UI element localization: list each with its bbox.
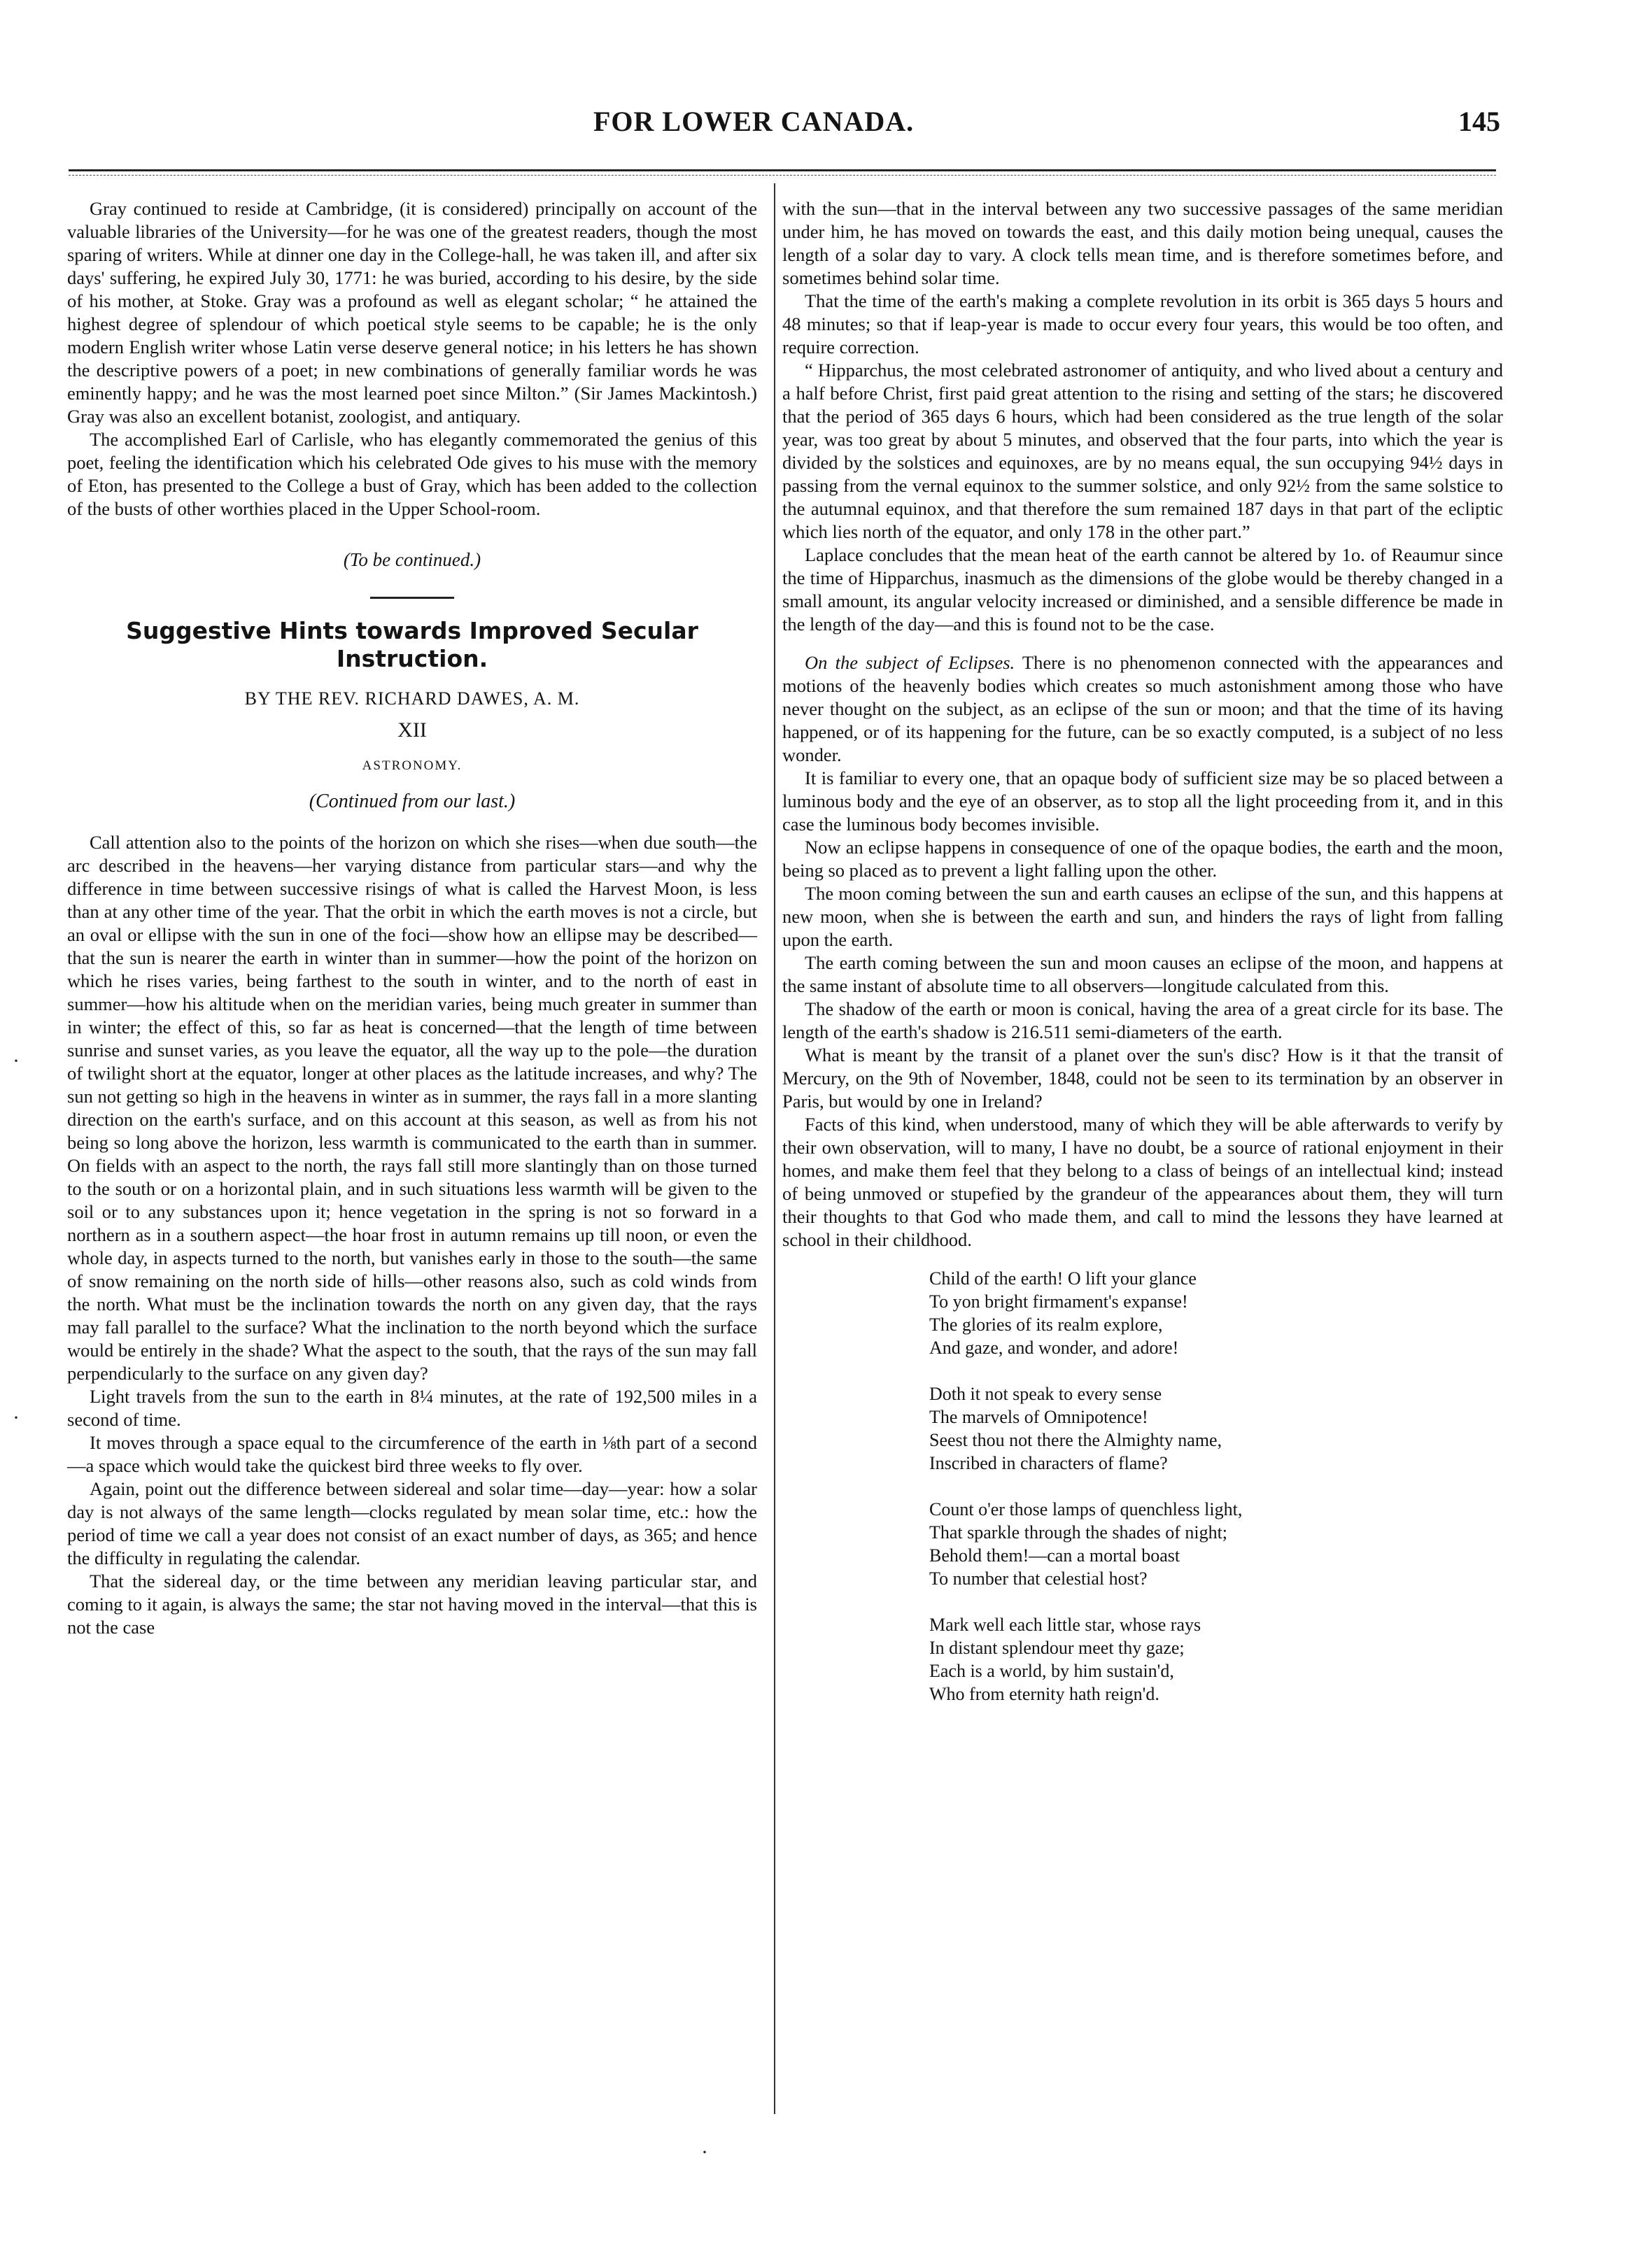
paragraph-light-moves: It moves through a space equal to the circumference of the earth in ⅛th part of a second—a space which would take the quickest bird three weeks to fly over. xyxy=(67,1432,757,1476)
running-title: FOR LOWER CANADA. xyxy=(593,106,915,137)
paragraph-eclipse-happens: Now an eclipse happens in consequence of one of the opaque bodies, the earth and the moon, being so placed as to prevent a light falling upon the other. xyxy=(782,837,1503,881)
paragraph-earth-coming: The earth coming between the sun and moon causes an eclipse of the moon, and happens at the same instant of absolute time to all observers—longitude calculated from this. xyxy=(782,952,1503,996)
paragraph-eclipses xyxy=(782,651,1503,767)
poem-line: That sparkle through the shades of night; xyxy=(929,1522,1228,1543)
spacer xyxy=(782,636,1503,651)
paragraph-laplace: Laplace concludes that the mean heat of the earth cannot be altered by 1o. of Reaumur since the time of Hipparchus, inasmuch as the dimensions of the globe would be thereby changed in a small amount, its angular velocity increased or diminished, and a sensible difference be made in the length of the day—and this is found not to be the case. xyxy=(782,544,1503,635)
poem-line: To yon bright firmament's expanse! xyxy=(929,1291,1188,1312)
paragraph-facts: Facts of this kind, when understood, many of which they will be able afterwards to verify by their own observation, will to many, I have no doubt, be a source of rational enjoyment in their homes, and make them feel that they belong to a class of beings of an intellectual kind; instead of being unmoved or stupefied by the grandeur of the appearances about them, they will turn their thoughts to that God who made them, and call to mind the lessons they have learned at school in their childhood. xyxy=(782,1114,1503,1250)
paragraph-revolution: That the time of the earth's making a complete revolution in its orbit is 365 days 5 hours and 48 minutes; so that if leap-year is made to occur every four years, this would be too often, and require correction. xyxy=(782,290,1503,357)
section-rule xyxy=(370,597,454,599)
poem-line: Behold them!—can a mortal boast xyxy=(929,1545,1180,1566)
poem-line: The glories of its realm explore, xyxy=(929,1314,1163,1335)
poem-line: Doth it not speak to every sense xyxy=(929,1384,1162,1404)
section-subject: ASTRONOMY. xyxy=(362,758,463,773)
poem-line: Mark well each little star, whose rays xyxy=(929,1615,1201,1635)
poem-line: Inscribed in characters of flame? xyxy=(929,1453,1168,1473)
poem-stanza xyxy=(929,1498,1503,1590)
poem xyxy=(929,1267,1503,1706)
poem-stanza xyxy=(929,1613,1503,1706)
poem-line: The marvels of Omnipotence! xyxy=(929,1407,1148,1427)
paragraph-horizon: Call attention also to the points of the horizon on which she rises—when due south—the arc described in the heavens—her varying distance from particular stars—and why the difference in time between successive risings of what is called the Harvest Moon, is less than at any other time of the year. That the orbit in which the earth moves is not a circle, but an oval or ellipse with the sun in one of the foci—show how an ellipse may be described—that the sun is nearer the earth in winter than in summer—how the point of the horizon on which he rises varies, being farthest to the south in winter, and to the north of east in summer—how his altitude when on the meridian varies, being much greater in summer than in winter; the effect of this, so far as heat is concerned—that the length of time between sunrise and sunset varies, as you leave the equator, all the way up to the pole—the duration of twilight short at the equator, longer at other places as the latitude increases, and why? The sun not getting so high in the heavens in winter as in summer, the rays fall in a more slanting direction on the earth's surface, and on this account at this season, as well as from his not being so long above the horizon, less warmth is communicated to the earth than in summer. On fields with an aspect to the north, the rays fall still more slantingly than on those turned to the south or on a horizontal plain, and in such situations less warmth will be given to the soil or to any substances upon it; hence vegetation in the spring is not so forward in a northern as in a southern aspect—the hoar frost in autumn remains up till noon, or even the whole day, in aspects turned to the north, but vanishes early in those to the south—the same of snow remaining on the north side of hills—other reasons also, such as cold winds from the north. What must be the inclination towards the north on any given day, that the rays may fall parallel to the surface? What the inclination to the north beyond which the surface would be entirely in the shade? What the aspect to the south, that the rays of the sun may fall perpendicularly to the surface on any given day? xyxy=(67,832,757,1384)
paragraph-hipparchus: “ Hipparchus, the most celebrated astronomer of antiquity, and who lived about a century and a half before Christ, first paid great attention to the rising and setting of the stars; he discovered that the period of 365 days 6 hours, which had been considered as the true length of the solar year, was too great by about 5 minutes, and observed that the four parts, into which the year is divided by the solstices and equinoxes, are by no means equal, the sun occupying 94½ days in passing from the vernal equinox to the summer solstice, and only 92½ from the same solstice to the autumnal equinox, and that therefore the sum remained 187 days in that part of the ecliptic which lies north of the equator, and only 178 in the other part.” xyxy=(782,360,1503,542)
paragraph-sidereal-day: That the sidereal day, or the time between any meridian leaving particular star, and coming to it again, is always the same; the star not having moved in the interval—that this is not the case xyxy=(67,1571,757,1638)
margin-mark: · xyxy=(13,1406,20,1429)
margin-mark: · xyxy=(701,2141,708,2164)
poem-line: Count o'er those lamps of quenchless light, xyxy=(929,1499,1243,1519)
paragraph-moon-coming: The moon coming between the sun and earth causes an eclipse of the sun, and this happens at new moon, when she is between the earth and sun, and hinders the rays of light from falling upon the earth. xyxy=(782,883,1503,950)
paragraph-sun-interval: with the sun—that in the interval between any two successive passages of the same meridian under him, he has moved on towards the east, and this daily motion being unequal, causes the length of a solar day to vary. A clock tells mean time, and is therefore sometimes before, and sometimes behind solar time. xyxy=(782,198,1503,288)
poem-line: In distant splendour meet thy gaze; xyxy=(929,1638,1185,1658)
paragraph-light-travels: Light travels from the sun to the earth in 8¼ minutes, at the rate of 192,500 miles in a second of time. xyxy=(67,1386,757,1430)
article-title: Suggestive Hints towards Improved Secular Instruction. xyxy=(126,617,698,672)
poem-line: To number that celestial host? xyxy=(929,1568,1148,1589)
right-column xyxy=(782,197,1503,1706)
running-head xyxy=(0,105,1629,154)
poem-stanza xyxy=(929,1382,1503,1475)
margin-mark: · xyxy=(13,1049,20,1072)
poem-stanza xyxy=(929,1267,1503,1359)
paragraph-opaque-body: It is familiar to every one, that an opaque body of sufficient size may be so placed between a luminous body and the eye of an observer, as to stop all the light proceeding from it, and in this case the luminous body becomes invisible. xyxy=(782,767,1503,835)
paragraph-earl-carlisle: The accomplished Earl of Carlisle, who has elegantly commemorated the genius of this poet, feeling the identification which his celebrated Ode gives to his muse with the memory of Eton, has presented to the College a bust of Gray, which has been added to the collection of the busts of other worthies placed in the Upper School-room. xyxy=(67,429,757,519)
paragraph-sidereal-solar: Again, point out the difference between sidereal and solar time—day—year: how a solar day is not always of the same length—clocks regulated by mean solar time, etc.: how the period of time we call a year does not consist of an exact number of days, as 365; and hence the difficulty in regulating the calendar. xyxy=(67,1478,757,1568)
section-number: XII xyxy=(397,718,427,742)
poem-line: Seest thou not there the Almighty name, xyxy=(929,1430,1222,1450)
column-divider xyxy=(774,183,775,2114)
paragraph-gray-cambridge: Gray continued to reside at Cambridge, (it is considered) principally on account of the valuable libraries of the University—for he was one of the greatest readers, though the most sparing of writers. While at dinner one day in the College-hall, he was taken ill, and after six days' suffering, he expired July 30, 1771: he was buried, according to his desire, by the side of his mother, at Stoke. Gray was a profound as well as elegant scholar; “ he attained the highest degree of splendour of which poetical style seems to be capable; he is the only modern English writer whose Latin verse deserve general notice; in his letters he has shown the descriptive powers of a poet; in new combinations of generally familiar words he was eminently happy; and he was the most learned poet since Milton.” (Sir James Mackintosh.) Gray was also an excellent botanist, zoologist, and antiquary. xyxy=(67,198,757,427)
page-number: 145 xyxy=(1458,106,1500,137)
header-rule-dashed xyxy=(69,175,1496,176)
poem-line: Child of the earth! O lift your glance xyxy=(929,1268,1197,1289)
poem-line: Each is a world, by him sustain'd, xyxy=(929,1661,1174,1681)
to-be-continued: (To be continued.) xyxy=(343,549,481,570)
left-column xyxy=(67,197,757,1639)
continued-note: (Continued from our last.) xyxy=(309,791,516,812)
header-rule xyxy=(69,169,1496,171)
poem-line: Who from eternity hath reign'd. xyxy=(929,1684,1159,1704)
poem-line: And gaze, and wonder, and adore! xyxy=(929,1338,1179,1358)
eclipses-lead: On the subject of Eclipses. xyxy=(805,652,1015,673)
byline: BY THE REV. RICHARD DAWES, A. M. xyxy=(244,688,580,709)
paragraph-transit: What is meant by the transit of a planet over the sun's disc? How is it that the transit of Mercury, on the 9th of November, 1848, could not be seen to its termination by an observer in Paris, but would by one in Ireland? xyxy=(782,1044,1503,1112)
paragraph-shadow: The shadow of the earth or moon is conical, having the area of a great circle for its base. The length of the earth's shadow is 216.511 semi-diameters of the earth. xyxy=(782,998,1503,1042)
eclipses-text: There is no phenomenon connected with the appearances and motions of the heavenly bodies which creates so much astonishment among those who have never thought on the subject, as an eclipse of the sun or moon; and that the time of its having happened, or of its happening for the future, can be so exactly computed, is a subject of no less wonder. xyxy=(782,652,1503,765)
